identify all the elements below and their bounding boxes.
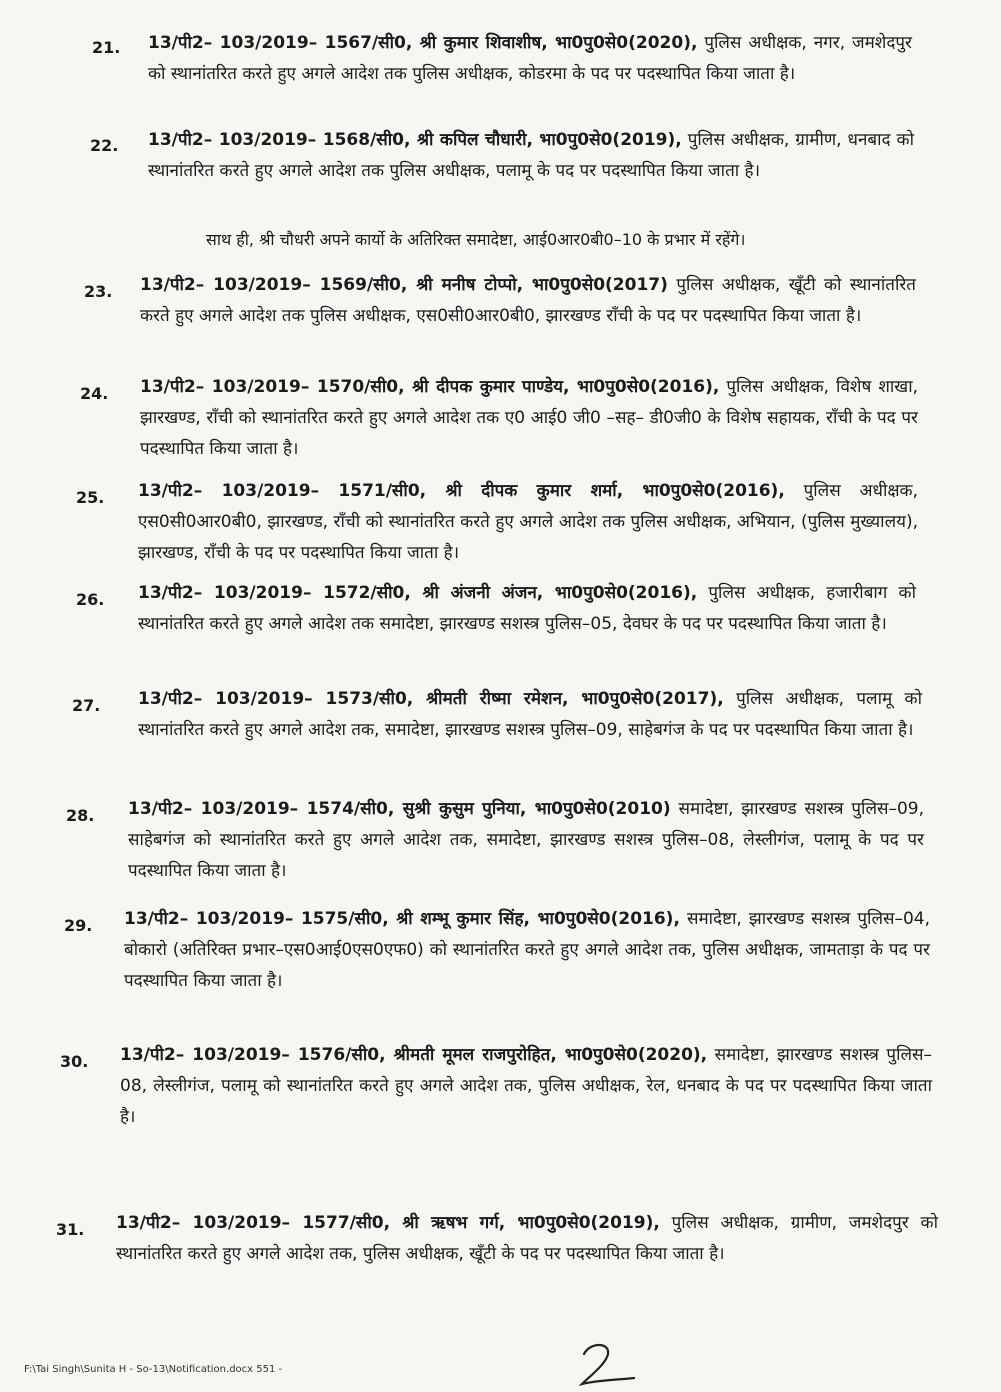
entry-text: [138, 684, 922, 746]
entry-text: [148, 28, 912, 90]
entry-reference: 13/पी2– 103/2019– 1567/सी0, श्री कुमार शिवाशीष, भा0पु0से0(2020),: [148, 33, 698, 53]
entry-body: पुलिस अधीक्षक, खूँटी को स्थानांतरित करते हुए अगले आदेश तक पुलिस अधीक्षक, एस0सी0आर0बी0, झारखण्ड राँची के पद पर पदस्थापित किया जाता है।: [140, 275, 916, 326]
entry-body: पुलिस अधीक्षक, ग्रामीण, धनबाद को स्थानांतरित करते हुए अगले आदेश तक पुलिस अधीक्षक, पलामू के पद पर पदस्थापित किया जाता है।: [148, 130, 914, 181]
entry-reference: 13/पी2– 103/2019– 1576/सी0, श्रीमती मूमल राजपुरोहित, भा0पु0से0(2020),: [120, 1045, 708, 1065]
entry-reference: 13/पी2– 103/2019– 1571/सी0, श्री दीपक कुमार शर्मा, भा0पु0से0(2016),: [138, 481, 785, 501]
entry-reference: 13/पी2– 103/2019– 1568/सी0, श्री कपिल चौधारी, भा0पु0से0(2019),: [148, 130, 682, 150]
entry-body: पुलिस अधीक्षक, नगर, जमशेदपुर को स्थानांतरित करते हुए अगले आदेश तक पुलिस अधीक्षक, कोडरमा के पद पर पदस्थापित किया जाता है।: [148, 33, 912, 84]
entry-number: 29.: [64, 916, 93, 935]
entry-text: [128, 794, 924, 887]
entry-text: [138, 476, 918, 569]
entry-text: [140, 372, 918, 465]
entry-body: पुलिस अधीक्षक, पलामू को स्थानांतरित करते हुए अगले आदेश तक, समादेष्टा, झारखण्ड सशस्त्र पुलिस–09, साहेबगंज के पद पर पदस्थापित किया जाता है।: [138, 689, 922, 740]
entry-text: [120, 1040, 932, 1133]
handwritten-page-number: [576, 1340, 646, 1390]
entry-text: [140, 270, 916, 332]
entry-body: पुलिस अधीक्षक, विशेष शाखा, झारखण्ड, राँची को स्थानांतरित करते हुए अगले आदेश तक ए0 आई0 जी0 –सह– डी0जी0 के विशेष सहायक, राँची के पद पर पदस्थापित किया जाता है।: [140, 377, 919, 459]
entry-number: 31.: [56, 1220, 85, 1239]
entry-text: [116, 1208, 938, 1270]
entry-text: [138, 578, 916, 640]
entry-reference: 13/पी2– 103/2019– 1569/सी0, श्री मनीष टोप्पो, भा0पु0से0(2017): [140, 275, 668, 295]
entry-body: पुलिस अधीक्षक, एस0सी0आर0बी0, झारखण्ड, राँची को स्थानांतरित करते हुए अगले आदेश तक पुलिस अधीक्षक, अभियान, (पुलिस मुख्यालय), झारखण्ड, राँची के पद पर पदस्थापित किया जाता है।: [138, 481, 918, 563]
entry-body: समादेष्टा, झारखण्ड सशस्त्र पुलिस–08, लेस्लीगंज, पलामू को स्थानांतरित करते हुए अगले आदेश तक, पुलिस अधीक्षक, रेल, धनबाद के पद पर पदस्थापित किया जाता है।: [120, 1045, 932, 1127]
entry-body: समादेष्टा, झारखण्ड सशस्त्र पुलिस–04, बोकारो (अतिरिक्त प्रभार–एस0आई0एस0एफ0) को स्थानांतरित करते हुए अगले आदेश तक, पुलिस अधीक्षक, जामताड़ा के पद पर पदस्थापित किया जाता है।: [124, 909, 930, 991]
entry-number: 23.: [84, 282, 113, 301]
entry-reference: 13/पी2– 103/2019– 1577/सी0, श्री ऋषभ गर्ग, भा0पु0से0(2019),: [116, 1213, 660, 1233]
file-path-footer: F:\Tai Singh\Sunita H - So-13\Notification.docx 551 -: [24, 1364, 283, 1375]
additional-charge-note: साथ ही, श्री चौधरी अपने कार्यो के अतिरिक्त समादेष्टा, आई0आर0बी0–10 के प्रभार में रहेंगे।: [206, 230, 746, 249]
entry-text: [124, 904, 930, 997]
entry-number: 26.: [76, 590, 105, 609]
entry-reference: 13/पी2– 103/2019– 1573/सी0, श्रीमती रीष्मा रमेशन, भा0पु0से0(2017),: [138, 689, 724, 709]
entry-number: 22.: [90, 136, 119, 155]
entry-number: 21.: [92, 38, 121, 57]
entry-body: पुलिस अधीक्षक, हजारीबाग को स्थानांतरित करते हुए अगले आदेश तक समादेष्टा, झारखण्ड सशस्त्र पुलिस–05, देवघर के पद पर पदस्थापित किया जाता है।: [138, 583, 916, 634]
entry-number: 24.: [80, 384, 109, 403]
entry-number: 27.: [72, 696, 101, 715]
entry-reference: 13/पी2– 103/2019– 1570/सी0, श्री दीपक कुमार पाण्डेय, भा0पु0से0(2016),: [140, 377, 720, 397]
entry-reference: 13/पी2– 103/2019– 1575/सी0, श्री शम्भू कुमार सिंह, भा0पु0से0(2016),: [124, 909, 680, 929]
entry-body: पुलिस अधीक्षक, ग्रामीण, जमशेदपुर को स्थानांतरित करते हुए अगले आदेश तक, पुलिस अधीक्षक, खूँटी के पद पर पदस्थापित किया जाता है।: [116, 1213, 938, 1264]
entry-number: 25.: [76, 488, 105, 507]
entry-number: 28.: [66, 806, 95, 825]
entry-body: समादेष्टा, झारखण्ड सशस्त्र पुलिस–09, साहेबगंज को स्थानांतरित करते हुए अगले आदेश तक, समादेष्टा, झारखण्ड सशस्त्र पुलिस–08, लेस्लीगंज, पलामू के पद पर पदस्थापित किया जाता है।: [128, 799, 925, 881]
entry-reference: 13/पी2– 103/2019– 1574/सी0, सुश्री कुसुम पुनिया, भा0पु0से0(2010): [128, 799, 671, 819]
entry-text: [148, 125, 914, 187]
entry-reference: 13/पी2– 103/2019– 1572/सी0, श्री अंजनी अंजन, भा0पु0से0(2016),: [138, 583, 698, 603]
entry-number: 30.: [60, 1052, 89, 1071]
